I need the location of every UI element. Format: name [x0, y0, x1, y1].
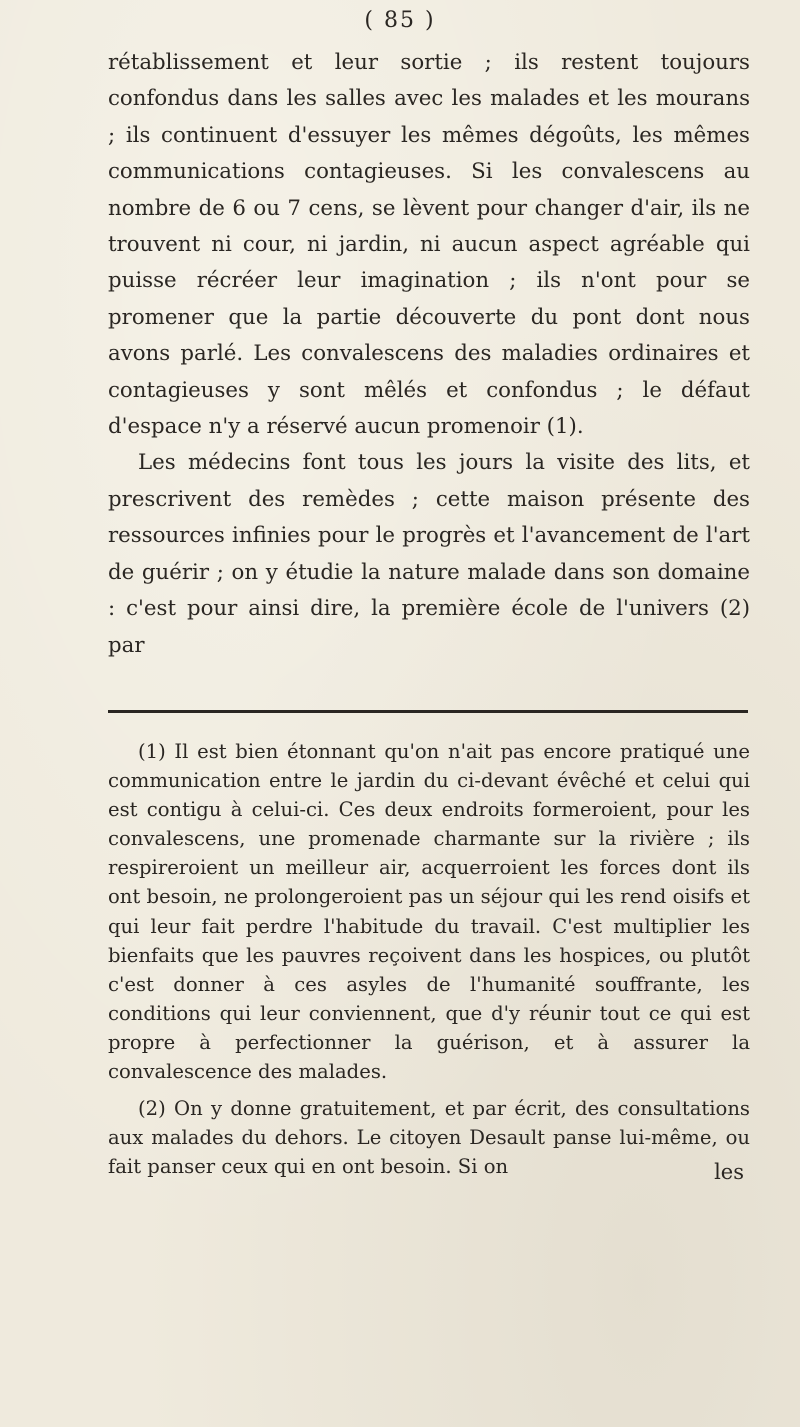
footnote-separator-rule: [108, 710, 748, 713]
main-paragraph-1: rétablissement et leur sortie ; ils restent toujours confondus dans les salles avec les malades et les mourans ; ils continuent d'essuyer les mêmes dégoûts, les mêmes communications contagieuses. Si les convalescens au nombre de 6 ou 7 cens, se lèvent pour changer d'air, ils ne trouvent ni cour, ni jardin, ni aucun aspect agréable qui puisse récréer leur imagination ; ils n'ont pour se promener que la partie découverte du pont dont nous avons parlé. Les convalescens des maladies ordinaires et contagieuses y sont mêlés et confondus ; le défaut d'espace n'y a réservé aucun promenoir (1).: [108, 50, 750, 440]
main-paragraph-2: Les médecins font tous les jours la visite des lits, et prescrivent des remèdes ; cette maison présente des ressources infinies pour le progrès et l'avancement de l'art de guérir ; on y étudie la nature malade dans son domaine : c'est pour ainsi dire, la première école de l'univers (2) par: [108, 450, 750, 658]
footnote-2: (2) On y donne gratuitement, et par écrit, des consultations aux malades du dehors. Le citoyen Desault panse lui-même, ou fait panser ceux qui en ont besoin. Si on: [108, 1097, 750, 1179]
footnotes: [108, 737, 750, 1181]
catchword: les: [714, 1160, 744, 1184]
footnote-1: (1) Il est bien étonnant qu'on n'ait pas encore pratiqué une communication entre le jardin du ci-devant évêché et celui qui est contigu à celui-ci. Ces deux endroits formeroient, pour les convalescens, une promenade charmante sur la rivière ; ils respireroient un meilleur air, acquerroient les forces dont ils ont besoin, ne prolongeroient pas un séjour qui les rend oisifs et qui leur fait perdre l'habitude du travail. C'est multiplier les bienfaits que les pauvres reçoivent dans les hospices, ou plutôt c'est donner à ces asyles de l'humanité souffrante, les conditions qui leur conviennent, que d'y réunir tout ce qui est propre à perfectionner la guérison, et à assurer la convalescence des malades.: [108, 740, 750, 1084]
main-text: [108, 45, 750, 664]
page-number: ( 85 ): [364, 8, 436, 33]
